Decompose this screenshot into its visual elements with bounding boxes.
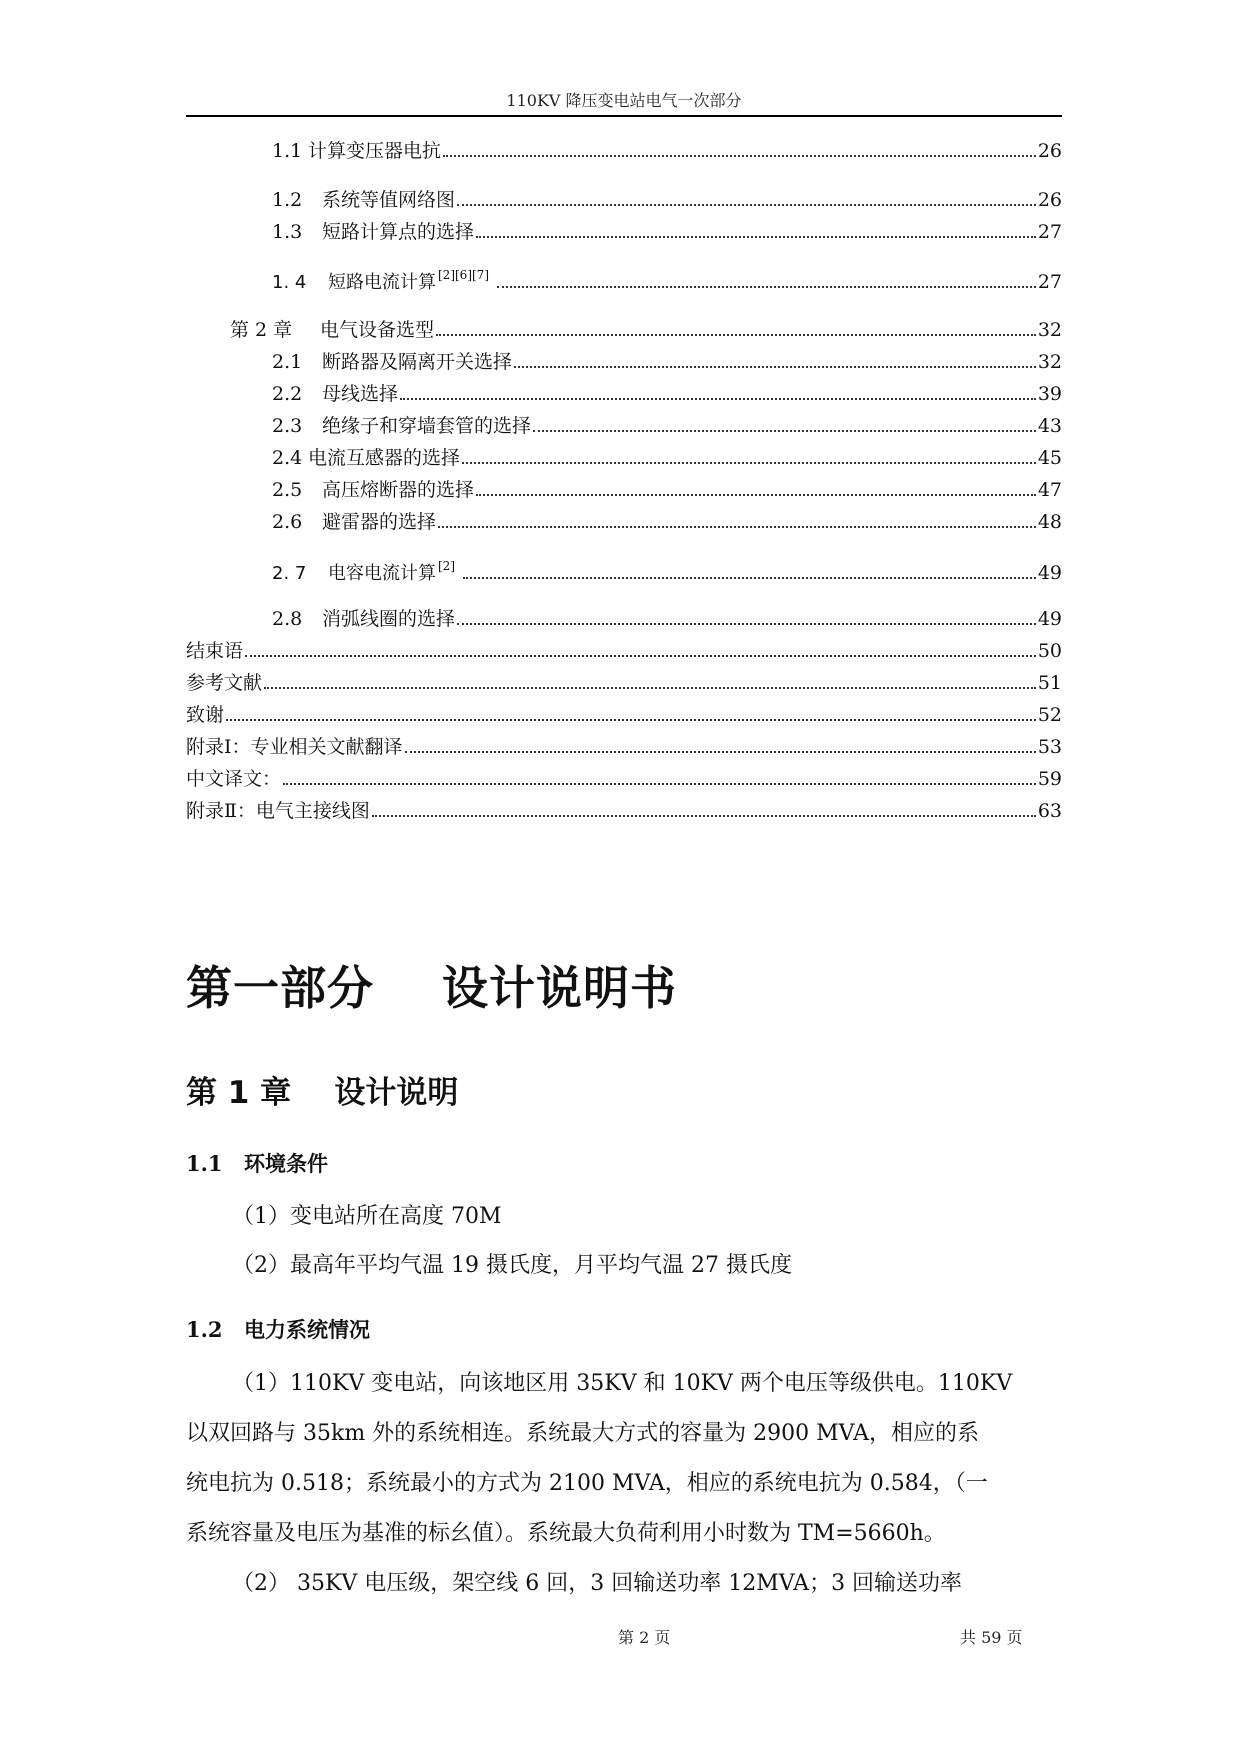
env-item: （1）变电站所在高度 70M — [232, 1204, 502, 1229]
toc-entry-title: 电容电流计算 — [328, 563, 436, 584]
toc-entry-page: 49 — [1037, 608, 1062, 630]
toc-entry-page: 50 — [1037, 640, 1062, 662]
toc-entry-number: 2.8 — [272, 608, 303, 630]
toc-entry-title: 电气设备选型 — [320, 319, 435, 341]
toc-entry[interactable] — [186, 703, 1062, 727]
toc-entry-page: 32 — [1037, 319, 1062, 341]
toc-entry[interactable] — [272, 607, 1062, 631]
toc-entry-number: 1.2 — [272, 189, 303, 211]
toc-entry-title: 短路电流计算 — [328, 272, 436, 293]
toc-entry-number: 2.1 — [272, 351, 303, 373]
toc-entry-title: 参考文献 — [186, 672, 263, 694]
toc-entry-number: 1.1 — [272, 140, 303, 162]
toc-entry-number: 2.3 — [272, 415, 303, 437]
toc-entry-page: 52 — [1037, 704, 1062, 726]
toc-entry-page: 26 — [1037, 189, 1062, 211]
toc-entry-title: 高压熔断器的选择 — [322, 479, 475, 501]
toc-leader-dots — [436, 334, 1036, 336]
toc-entry[interactable] — [272, 270, 1062, 296]
toc-entry-page: 53 — [1037, 736, 1062, 758]
section-number: 1.1 — [186, 1151, 223, 1176]
toc-entry[interactable] — [186, 767, 1062, 791]
toc-leader-dots — [372, 815, 1036, 817]
toc-entry[interactable] — [272, 561, 1062, 587]
toc-leader-dots — [457, 204, 1036, 206]
toc-entry-title: 附录Ⅱ：电气主接线图 — [186, 800, 370, 822]
toc-entry-page: 39 — [1037, 383, 1062, 405]
toc-leader-dots — [533, 430, 1036, 432]
toc-entry-title: 断路器及隔离开关选择 — [322, 351, 513, 373]
toc-entry[interactable] — [272, 188, 1062, 212]
toc-entry-page: 59 — [1037, 768, 1062, 790]
toc-entry-number: 1. 4 — [272, 272, 307, 293]
toc-entry-number: 2.2 — [272, 383, 303, 405]
paragraph-line: （1）110KV 变电站，向该地区用 35KV 和 10KV 两个电压等级供电。110KV — [232, 1371, 1013, 1396]
toc-entry-page: 48 — [1037, 511, 1062, 533]
toc-entry[interactable] — [272, 510, 1062, 534]
toc-leader-dots — [405, 751, 1036, 753]
toc-entry-page: 27 — [1037, 271, 1062, 293]
toc-entry-title: 中文译文： — [186, 768, 282, 790]
paragraph-line: 系统容量及电压为基准的标幺值）。系统最大负荷利用小时数为 TM=5660h。 — [186, 1521, 946, 1546]
toc-entry-page: 43 — [1037, 415, 1062, 437]
toc-entry-title: 致谢 — [186, 704, 225, 726]
toc-entry-title: 结束语 — [186, 640, 244, 662]
header-rule — [186, 115, 1062, 117]
toc-entry[interactable] — [272, 350, 1062, 374]
toc-leader-dots — [476, 494, 1036, 496]
toc-leader-dots — [463, 577, 1036, 579]
toc-entry-page: 26 — [1037, 140, 1062, 162]
toc-entry[interactable] — [186, 799, 1062, 823]
toc-entry-title: 避雷器的选择 — [322, 511, 437, 533]
toc-entry[interactable] — [230, 318, 1062, 342]
toc-entry-number: 2.5 — [272, 479, 303, 501]
toc-entry[interactable] — [272, 446, 1062, 470]
toc-entry-page: 32 — [1037, 351, 1062, 373]
toc-entry-number: 2.6 — [272, 511, 303, 533]
toc-entry-title: 消弧线圈的选择 — [322, 608, 456, 630]
toc-entry[interactable] — [272, 139, 1062, 163]
section-heading — [186, 1148, 328, 1178]
toc-entry-citation: [2][6][7] — [438, 268, 489, 282]
toc-leader-dots — [462, 462, 1036, 464]
part-title: 第一部分 设计说明书 — [186, 961, 678, 1015]
toc-entry-number: 1.3 — [272, 221, 303, 243]
toc-leader-dots — [514, 366, 1036, 368]
toc-entry[interactable] — [272, 414, 1062, 438]
toc-entry[interactable] — [272, 220, 1062, 244]
section-title: 电力系统情况 — [244, 1318, 370, 1342]
toc-leader-dots — [443, 155, 1036, 157]
toc-leader-dots — [264, 687, 1036, 689]
toc-leader-dots — [226, 719, 1036, 721]
toc-entry-title: 附录Ⅰ：专业相关文献翻译 — [186, 736, 403, 758]
toc-leader-dots — [283, 783, 1036, 785]
section-title: 环境条件 — [244, 1152, 328, 1176]
toc-entry-page: 27 — [1037, 221, 1062, 243]
toc-leader-dots — [438, 526, 1036, 528]
toc-entry-number: 2. 7 — [272, 563, 307, 584]
section-number: 1.2 — [186, 1317, 223, 1342]
toc-entry[interactable] — [272, 478, 1062, 502]
total-pages: 共 59 页 — [960, 1628, 1023, 1647]
toc-leader-dots — [457, 623, 1036, 625]
toc-entry-title: 系统等值网络图 — [322, 189, 456, 211]
paragraph-line: 统电抗为 0.518；系统最小的方式为 2100 MVA，相应的系统电抗为 0.584，（一 — [186, 1471, 988, 1496]
toc-entry-title: 计算变压器电抗 — [308, 140, 442, 162]
toc-entry-page: 47 — [1037, 479, 1062, 501]
toc-entry[interactable] — [272, 382, 1062, 406]
paragraph-line: （2） 35KV 电压级，架空线 6 回，3 回输送功率 12MVA；3 回输送功率 — [232, 1571, 963, 1596]
toc-entry-page: 51 — [1037, 672, 1062, 694]
toc-entry-title: 短路计算点的选择 — [322, 221, 475, 243]
toc-entry-page: 45 — [1037, 447, 1062, 469]
toc-entry-title: 绝缘子和穿墙套管的选择 — [322, 415, 532, 437]
running-header: 110KV 降压变电站电气一次部分 — [506, 91, 742, 110]
toc-leader-dots — [400, 398, 1036, 400]
toc-leader-dots — [245, 655, 1036, 657]
toc-entry-number: 第 2 章 — [230, 319, 293, 341]
toc-entry-number: 2.4 — [272, 447, 303, 469]
chapter-title: 第 1 章 设计说明 — [186, 1075, 459, 1111]
toc-entry-page: 49 — [1037, 562, 1062, 584]
toc-entry[interactable] — [186, 639, 1062, 663]
section-heading — [186, 1314, 370, 1344]
page-number: 第 2 页 — [618, 1628, 671, 1647]
paragraph-line: 以双回路与 35km 外的系统相连。系统最大方式的容量为 2900 MVA，相应的系 — [186, 1421, 979, 1446]
toc-leader-dots — [476, 236, 1036, 238]
toc-entry-citation: [2] — [438, 559, 455, 573]
toc-entry-page: 63 — [1037, 800, 1062, 822]
toc-entry-title: 电流互感器的选择 — [308, 447, 461, 469]
toc-entry[interactable] — [186, 735, 1062, 759]
toc-entry-title: 母线选择 — [322, 383, 399, 405]
toc-leader-dots — [497, 286, 1036, 288]
env-item: （2）最高年平均气温 19 摄氏度，月平均气温 27 摄氏度 — [232, 1253, 792, 1278]
toc-entry[interactable] — [186, 671, 1062, 695]
